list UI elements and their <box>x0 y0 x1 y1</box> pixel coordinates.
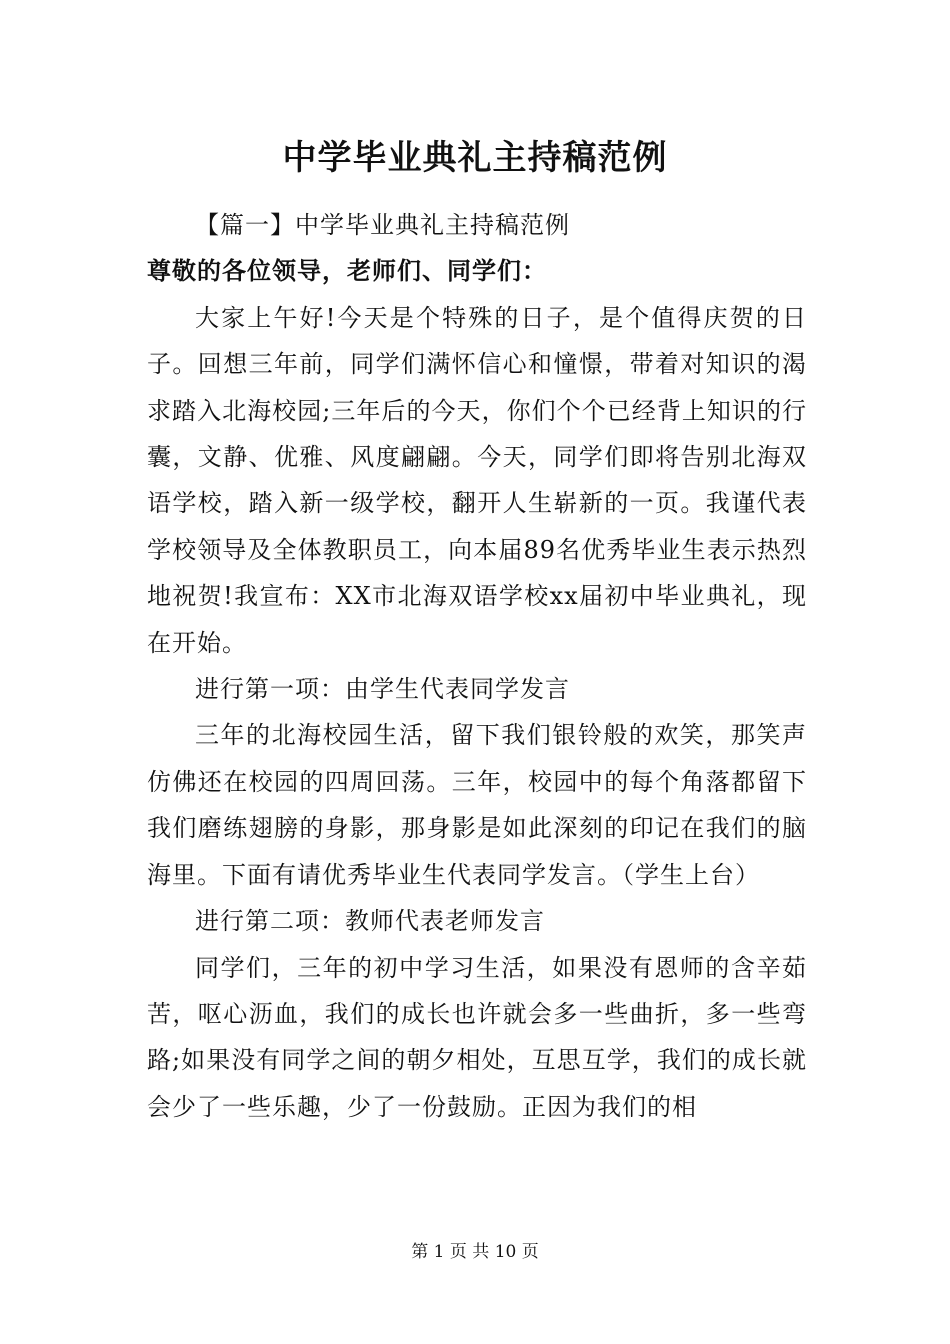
body-paragraph: 三年的北海校园生活，留下我们银铃般的欢笑，那笑声仿佛还在校园的四周回荡。三年，校园中的每个角落都留下我们磨练翅膀的身影，那身影是如此深刻的印记在我们的脑海里。下面有请优秀毕业生代表同学发言。（学生上台） <box>147 721 807 889</box>
agenda-item: 进行第二项：教师代表老师发言 <box>195 907 545 936</box>
document-title: 中学毕业典礼主持稿范例 <box>282 138 668 178</box>
document-body <box>147 202 807 1130</box>
agenda-item: 进行第一项：由学生代表同学发言 <box>195 675 570 704</box>
body-paragraph: 大家上午好!今天是个特殊的日子，是个值得庆贺的日子。回想三年前，同学们满怀信心和憧憬，带着对知识的渴求踏入北海校园;三年后的今天，你们个个已经背上知识的行囊，文静、优雅、风度翩翩。今天，同学们即将告别北海双语学校，踏入新一级学校，翻开人生崭新的一页。我谨代表学校领导及全体教职员工，向本届89名优秀毕业生表示热烈地祝贺!我宣布：XX市北海双语学校xx届初中毕业典礼，现在开始。 <box>147 303 807 657</box>
page-number: 第 1 页 共 10 页 <box>411 1242 539 1262</box>
body-paragraph: 同学们，三年的初中学习生活，如果没有恩师的含辛茹苦，呕心沥血，我们的成长也许就会多一些曲折，多一些弯路;如果没有同学之间的朝夕相处，互思互学，我们的成长就会少了一些乐趣，少了一份鼓励。正因为我们的相 <box>147 953 807 1121</box>
salutation: 尊敬的各位领导，老师们、同学们： <box>147 256 547 286</box>
section-heading: 【篇一】中学毕业典礼主持稿范例 <box>195 211 570 239</box>
